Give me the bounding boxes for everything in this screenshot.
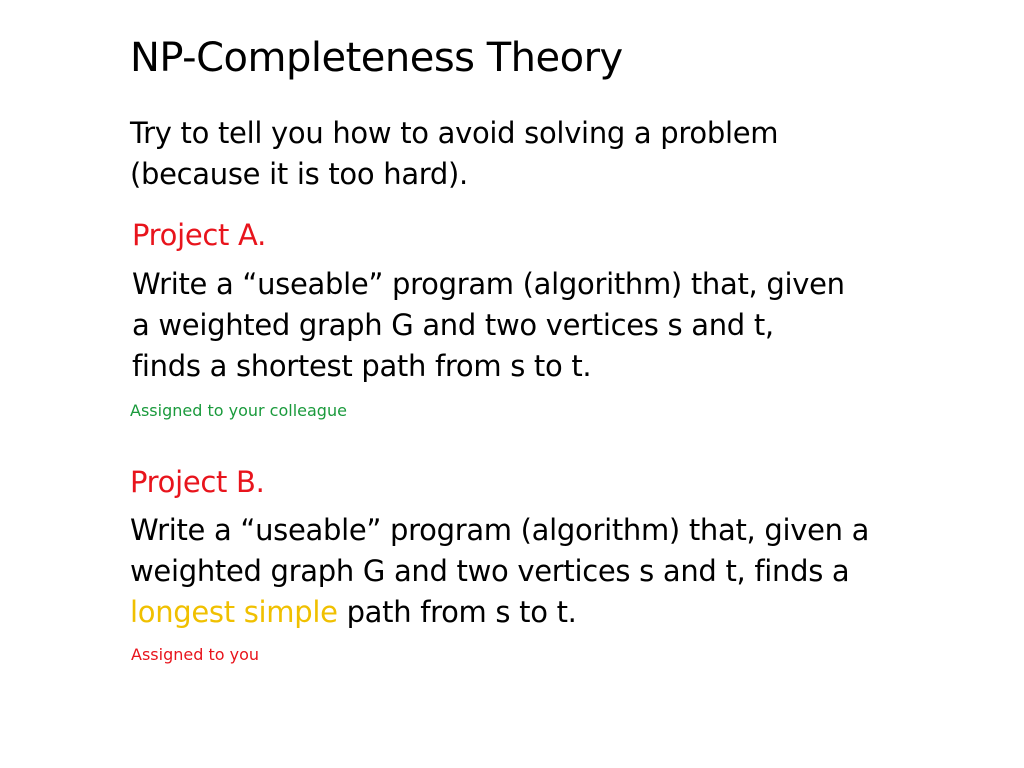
project-a-line-2: a weighted graph G and two vertices s and t, bbox=[132, 308, 774, 342]
longest-simple-highlight: longest simple bbox=[130, 595, 338, 629]
project-b-assignment-note: Assigned to you bbox=[131, 645, 259, 664]
slide-title: NP-Completeness Theory bbox=[130, 35, 623, 81]
project-b-line-3 bbox=[130, 592, 869, 633]
intro-line-2: (because it is too hard). bbox=[130, 157, 468, 191]
project-b-line-1: Write a “useable” program (algorithm) that, given a bbox=[130, 513, 870, 547]
project-b-line-3-rest: path from s to t. bbox=[337, 595, 577, 629]
project-b-line-2: weighted graph G and two vertices s and t, finds a bbox=[130, 554, 850, 588]
project-a-line-3: finds a shortest path from s to t. bbox=[132, 349, 592, 383]
project-a-assignment-note: Assigned to your colleague bbox=[130, 401, 347, 420]
project-b-heading: Project B. bbox=[130, 465, 265, 499]
project-a-heading: Project A. bbox=[132, 218, 266, 252]
intro-text bbox=[130, 113, 890, 195]
project-a-description bbox=[132, 264, 845, 387]
intro-line-1: Try to tell you how to avoid solving a problem bbox=[130, 116, 779, 150]
project-b-description bbox=[130, 510, 869, 633]
project-a-line-1: Write a “useable” program (algorithm) that, given bbox=[132, 267, 845, 301]
